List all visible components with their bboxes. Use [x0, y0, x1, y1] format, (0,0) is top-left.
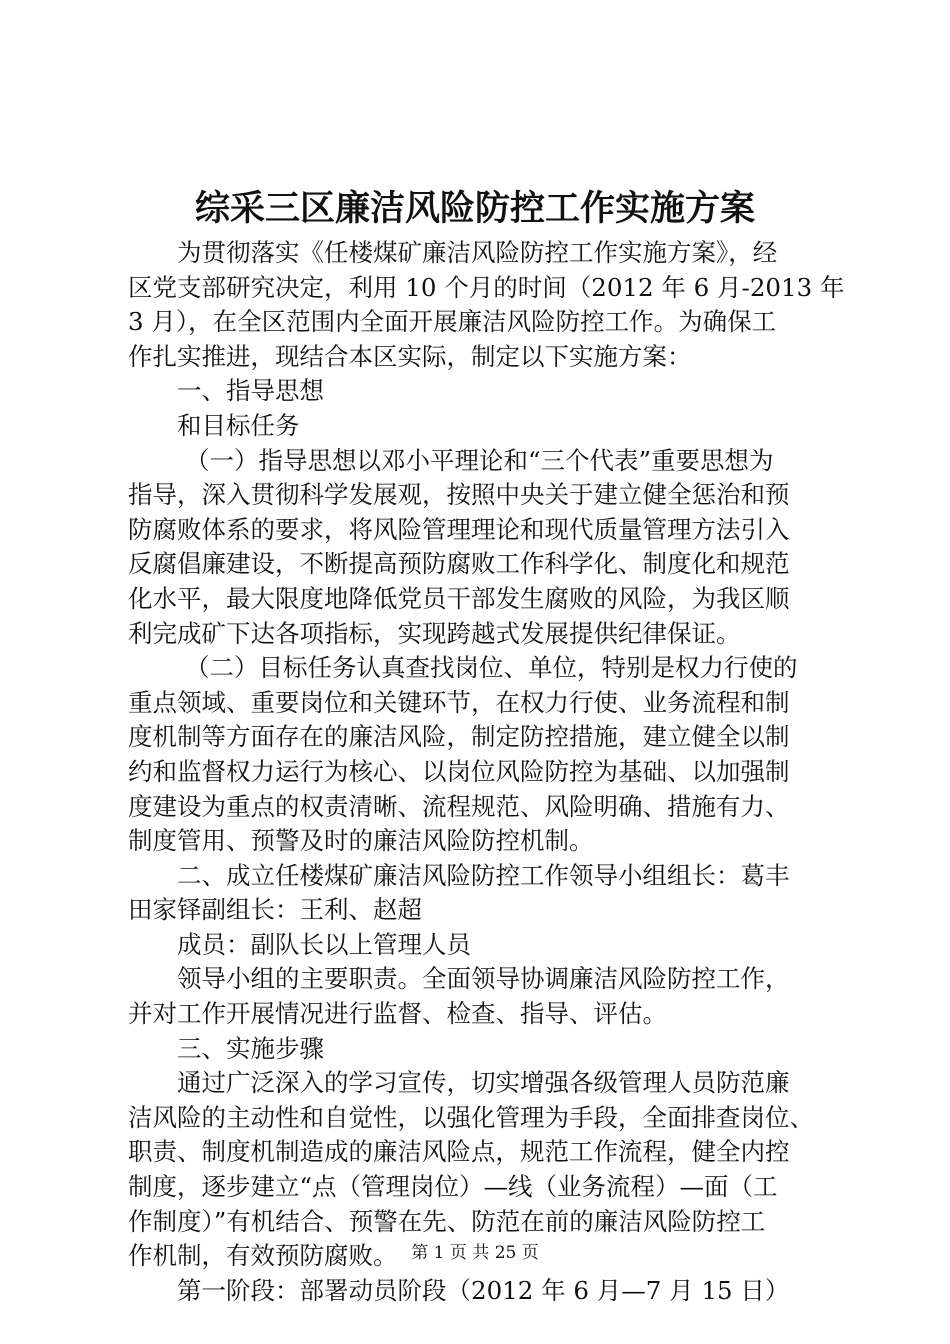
paragraph-line: 领导小组的主要职责。全面领导协调廉洁风险防控工作， — [177, 964, 790, 994]
paragraph-line: 反腐倡廉建设，不断提高预防腐败工作科学化、制度化和规范 — [128, 549, 790, 579]
paragraph-line: 作制度）”有机结合、预警在先、防范在前的廉洁风险防控工 — [128, 1206, 766, 1236]
paragraph-line: 度机制等方面存在的廉洁风险，制定防控措施，建立健全以制 — [128, 722, 790, 752]
paragraph-line: 约和监督权力运行为核心、以岗位风险防控为基础、以加强制 — [128, 756, 790, 786]
section-heading: 一、指导思想 — [177, 376, 324, 406]
paragraph-line: 重点领域、重要岗位和关键环节，在权力行使、业务流程和制 — [128, 687, 790, 717]
section-heading: 三、实施步骤 — [177, 1033, 324, 1063]
paragraph-line: 度建设为重点的权责清晰、流程规范、风险明确、措施有力、 — [128, 791, 790, 821]
document-title: 综采三区廉洁风险防控工作实施方案 — [194, 188, 755, 229]
paragraph-line: 职责、制度机制造成的廉洁风险点，规范工作流程，健全内控 — [128, 1137, 790, 1167]
paragraph-line: 通过广泛深入的学习宣传，切实增强各级管理人员防范廉 — [177, 1068, 790, 1098]
paragraph-line: 第一阶段：部署动员阶段（2012 年 6 月—7 月 15 日） — [177, 1275, 790, 1305]
paragraph-line: 为贯彻落实《任楼煤矿廉洁风险防控工作实施方案》，经 — [177, 238, 778, 267]
paragraph-line: 并对工作开展情况进行监督、检查、指导、评估。 — [128, 999, 667, 1029]
paragraph-line: 作扎实推进，现结合本区实际，制定以下实施方案： — [128, 341, 692, 371]
paragraph-line: 作机制，有效预防腐败。 — [128, 1241, 398, 1271]
paragraph-line: 田家铎副组长：王利、赵超 — [128, 895, 422, 925]
paragraph-line: 制度，逐步建立“点（管理岗位）—线（业务流程）—面（工 — [128, 1172, 778, 1202]
section-heading: 二、成立任楼煤矿廉洁风险防控工作领导小组组长：葛丰 — [177, 860, 790, 890]
section-heading: 和目标任务 — [177, 410, 300, 440]
paragraph-line: （一）指导思想以邓小平理论和“三个代表”重要思想为 — [185, 445, 774, 475]
document-body — [128, 236, 845, 1308]
paragraph-line: 区党支部研究决定，利用 10 个月的时间（2012 年 6 月-2013 年 — [128, 272, 845, 302]
paragraph-line: 洁风险的主动性和自觉性，以强化管理为手段，全面排查岗位、 — [128, 1102, 814, 1132]
paragraph-line: 防腐败体系的要求，将风险管理理论和现代质量管理方法引入 — [128, 514, 790, 544]
paragraph-line: 3 月），在全区范围内全面开展廉洁风险防控工作。为确保工 — [128, 307, 777, 337]
page-footer: 第 1 页 共 25 页 — [411, 1243, 539, 1263]
paragraph-line: 制度管用、预警及时的廉洁风险防控机制。 — [128, 826, 594, 856]
paragraph-line: （二）目标任务认真查找岗位、单位，特别是权力行使的 — [185, 653, 798, 683]
paragraph-line: 化水平，最大限度地降低党员干部发生腐败的风险，为我区顺 — [128, 583, 790, 613]
paragraph-line: 利完成矿下达各项指标，实现跨越式发展提供纪律保证。 — [128, 618, 741, 648]
paragraph-line: 成员：副队长以上管理人员 — [177, 929, 471, 959]
paragraph-line: 指导，深入贯彻科学发展观，按照中央关于建立健全惩治和预 — [128, 480, 790, 510]
